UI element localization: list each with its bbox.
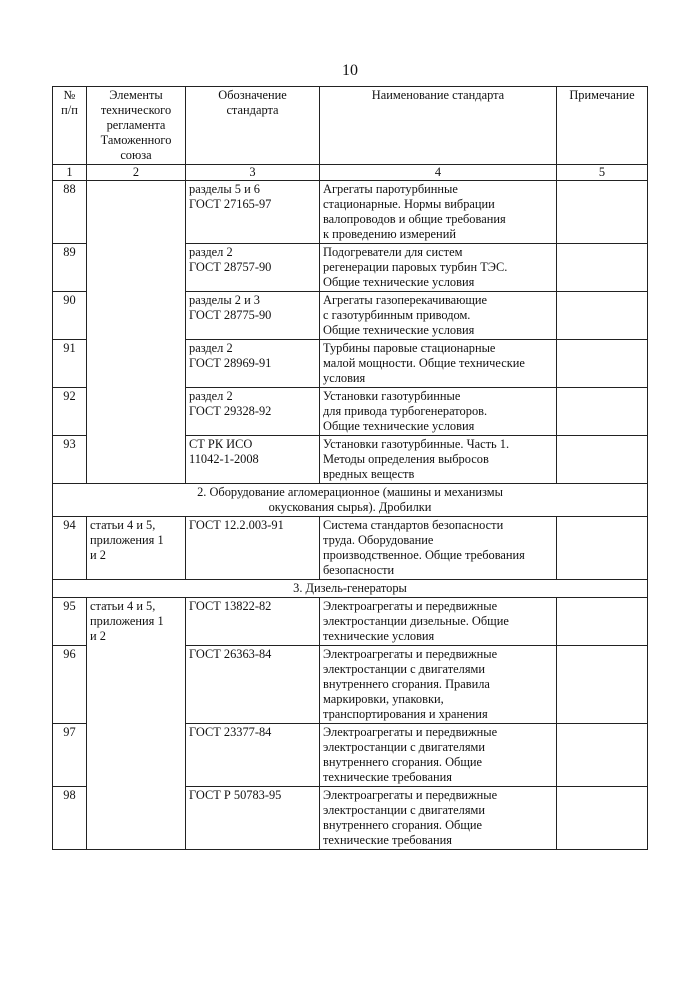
row-note xyxy=(557,598,648,646)
row-standard-name: Установки газотурбинные для привода турбогенераторов. Общие технические условия xyxy=(320,388,557,436)
section-heading-row xyxy=(53,484,648,517)
row-number: 97 xyxy=(53,724,87,787)
row-designation: ГОСТ 12.2.003-91 xyxy=(186,517,320,580)
header-note: Примечание xyxy=(557,87,648,165)
row-note xyxy=(557,244,648,292)
table-row xyxy=(53,598,648,646)
row-number: 89 xyxy=(53,244,87,292)
row-standard-name: Агрегаты газоперекачивающие с газотурбинным приводом. Общие технические условия xyxy=(320,292,557,340)
row-designation: разделы 2 и 3 ГОСТ 28775-90 xyxy=(186,292,320,340)
row-designation: ГОСТ 23377-84 xyxy=(186,724,320,787)
row-designation: СТ РК ИСО 11042-1-2008 xyxy=(186,436,320,484)
row-number: 88 xyxy=(53,181,87,244)
row-note xyxy=(557,292,648,340)
row-number: 98 xyxy=(53,787,87,850)
row-standard-name: Агрегаты паротурбинные стационарные. Нормы вибрации валопроводов и общие требования к проведению измерений xyxy=(320,181,557,244)
row-note xyxy=(557,388,648,436)
row-number: 94 xyxy=(53,517,87,580)
index-cell: 5 xyxy=(557,165,648,181)
row-standard-name: Подогреватели для систем регенерации паровых турбин ТЭС. Общие технические условия xyxy=(320,244,557,292)
row-standard-name: Турбины паровые стационарные малой мощности. Общие технические условия xyxy=(320,340,557,388)
row-standard-name: Электроагрегаты и передвижные электростанции с двигателями внутреннего сгорания. Правила маркировки, упаковки, транспортирования и хранения xyxy=(320,646,557,724)
row-number: 95 xyxy=(53,598,87,646)
row-note xyxy=(557,787,648,850)
row-designation: раздел 2 ГОСТ 29328-92 xyxy=(186,388,320,436)
row-designation: ГОСТ Р 50783-95 xyxy=(186,787,320,850)
row-standard-name: Установки газотурбинные. Часть 1. Методы определения выбросов вредных веществ xyxy=(320,436,557,484)
standards-table xyxy=(52,86,648,850)
row-standard-name: Электроагрегаты и передвижные электростанции дизельные. Общие технические условия xyxy=(320,598,557,646)
row-number: 92 xyxy=(53,388,87,436)
row-standard-name: Электроагрегаты и передвижные электростанции с двигателями внутреннего сгорания. Общие технические требования xyxy=(320,724,557,787)
row-designation: ГОСТ 26363-84 xyxy=(186,646,320,724)
section-heading-row xyxy=(53,580,648,598)
header-name: Наименование стандарта xyxy=(320,87,557,165)
index-cell: 3 xyxy=(186,165,320,181)
header-elements: Элементы технического регламента Таможенного союза xyxy=(87,87,186,165)
row-elements-empty xyxy=(87,181,186,484)
page-number: 10 xyxy=(342,62,358,79)
row-number: 91 xyxy=(53,340,87,388)
row-designation: раздел 2 ГОСТ 28757-90 xyxy=(186,244,320,292)
row-note xyxy=(557,646,648,724)
row-note xyxy=(557,517,648,580)
header-row xyxy=(53,87,648,165)
index-row xyxy=(53,165,648,181)
row-designation: раздел 2 ГОСТ 28969-91 xyxy=(186,340,320,388)
row-note xyxy=(557,181,648,244)
row-standard-name: Система стандартов безопасности труда. Оборудование производственное. Общие требования безопасности xyxy=(320,517,557,580)
index-cell: 2 xyxy=(87,165,186,181)
row-number: 90 xyxy=(53,292,87,340)
index-cell: 4 xyxy=(320,165,557,181)
section-title: 2. Оборудование агломерационное (машины и механизмы окускования сырья). Дробилки xyxy=(53,484,648,517)
section-title: 3. Дизель-генераторы xyxy=(53,580,648,598)
row-elements: статьи 4 и 5, приложения 1 и 2 xyxy=(87,598,186,850)
row-number: 93 xyxy=(53,436,87,484)
table-row xyxy=(53,181,648,244)
row-designation: разделы 5 и 6 ГОСТ 27165-97 xyxy=(186,181,320,244)
table-row xyxy=(53,517,648,580)
row-elements: статьи 4 и 5, приложения 1 и 2 xyxy=(87,517,186,580)
header-designation: Обозначение стандарта xyxy=(186,87,320,165)
row-note xyxy=(557,436,648,484)
index-cell: 1 xyxy=(53,165,87,181)
row-designation: ГОСТ 13822-82 xyxy=(186,598,320,646)
header-num: № п/п xyxy=(53,87,87,165)
row-note xyxy=(557,724,648,787)
row-number: 96 xyxy=(53,646,87,724)
row-standard-name: Электроагрегаты и передвижные электростанции с двигателями внутреннего сгорания. Общие технические требования xyxy=(320,787,557,850)
row-note xyxy=(557,340,648,388)
